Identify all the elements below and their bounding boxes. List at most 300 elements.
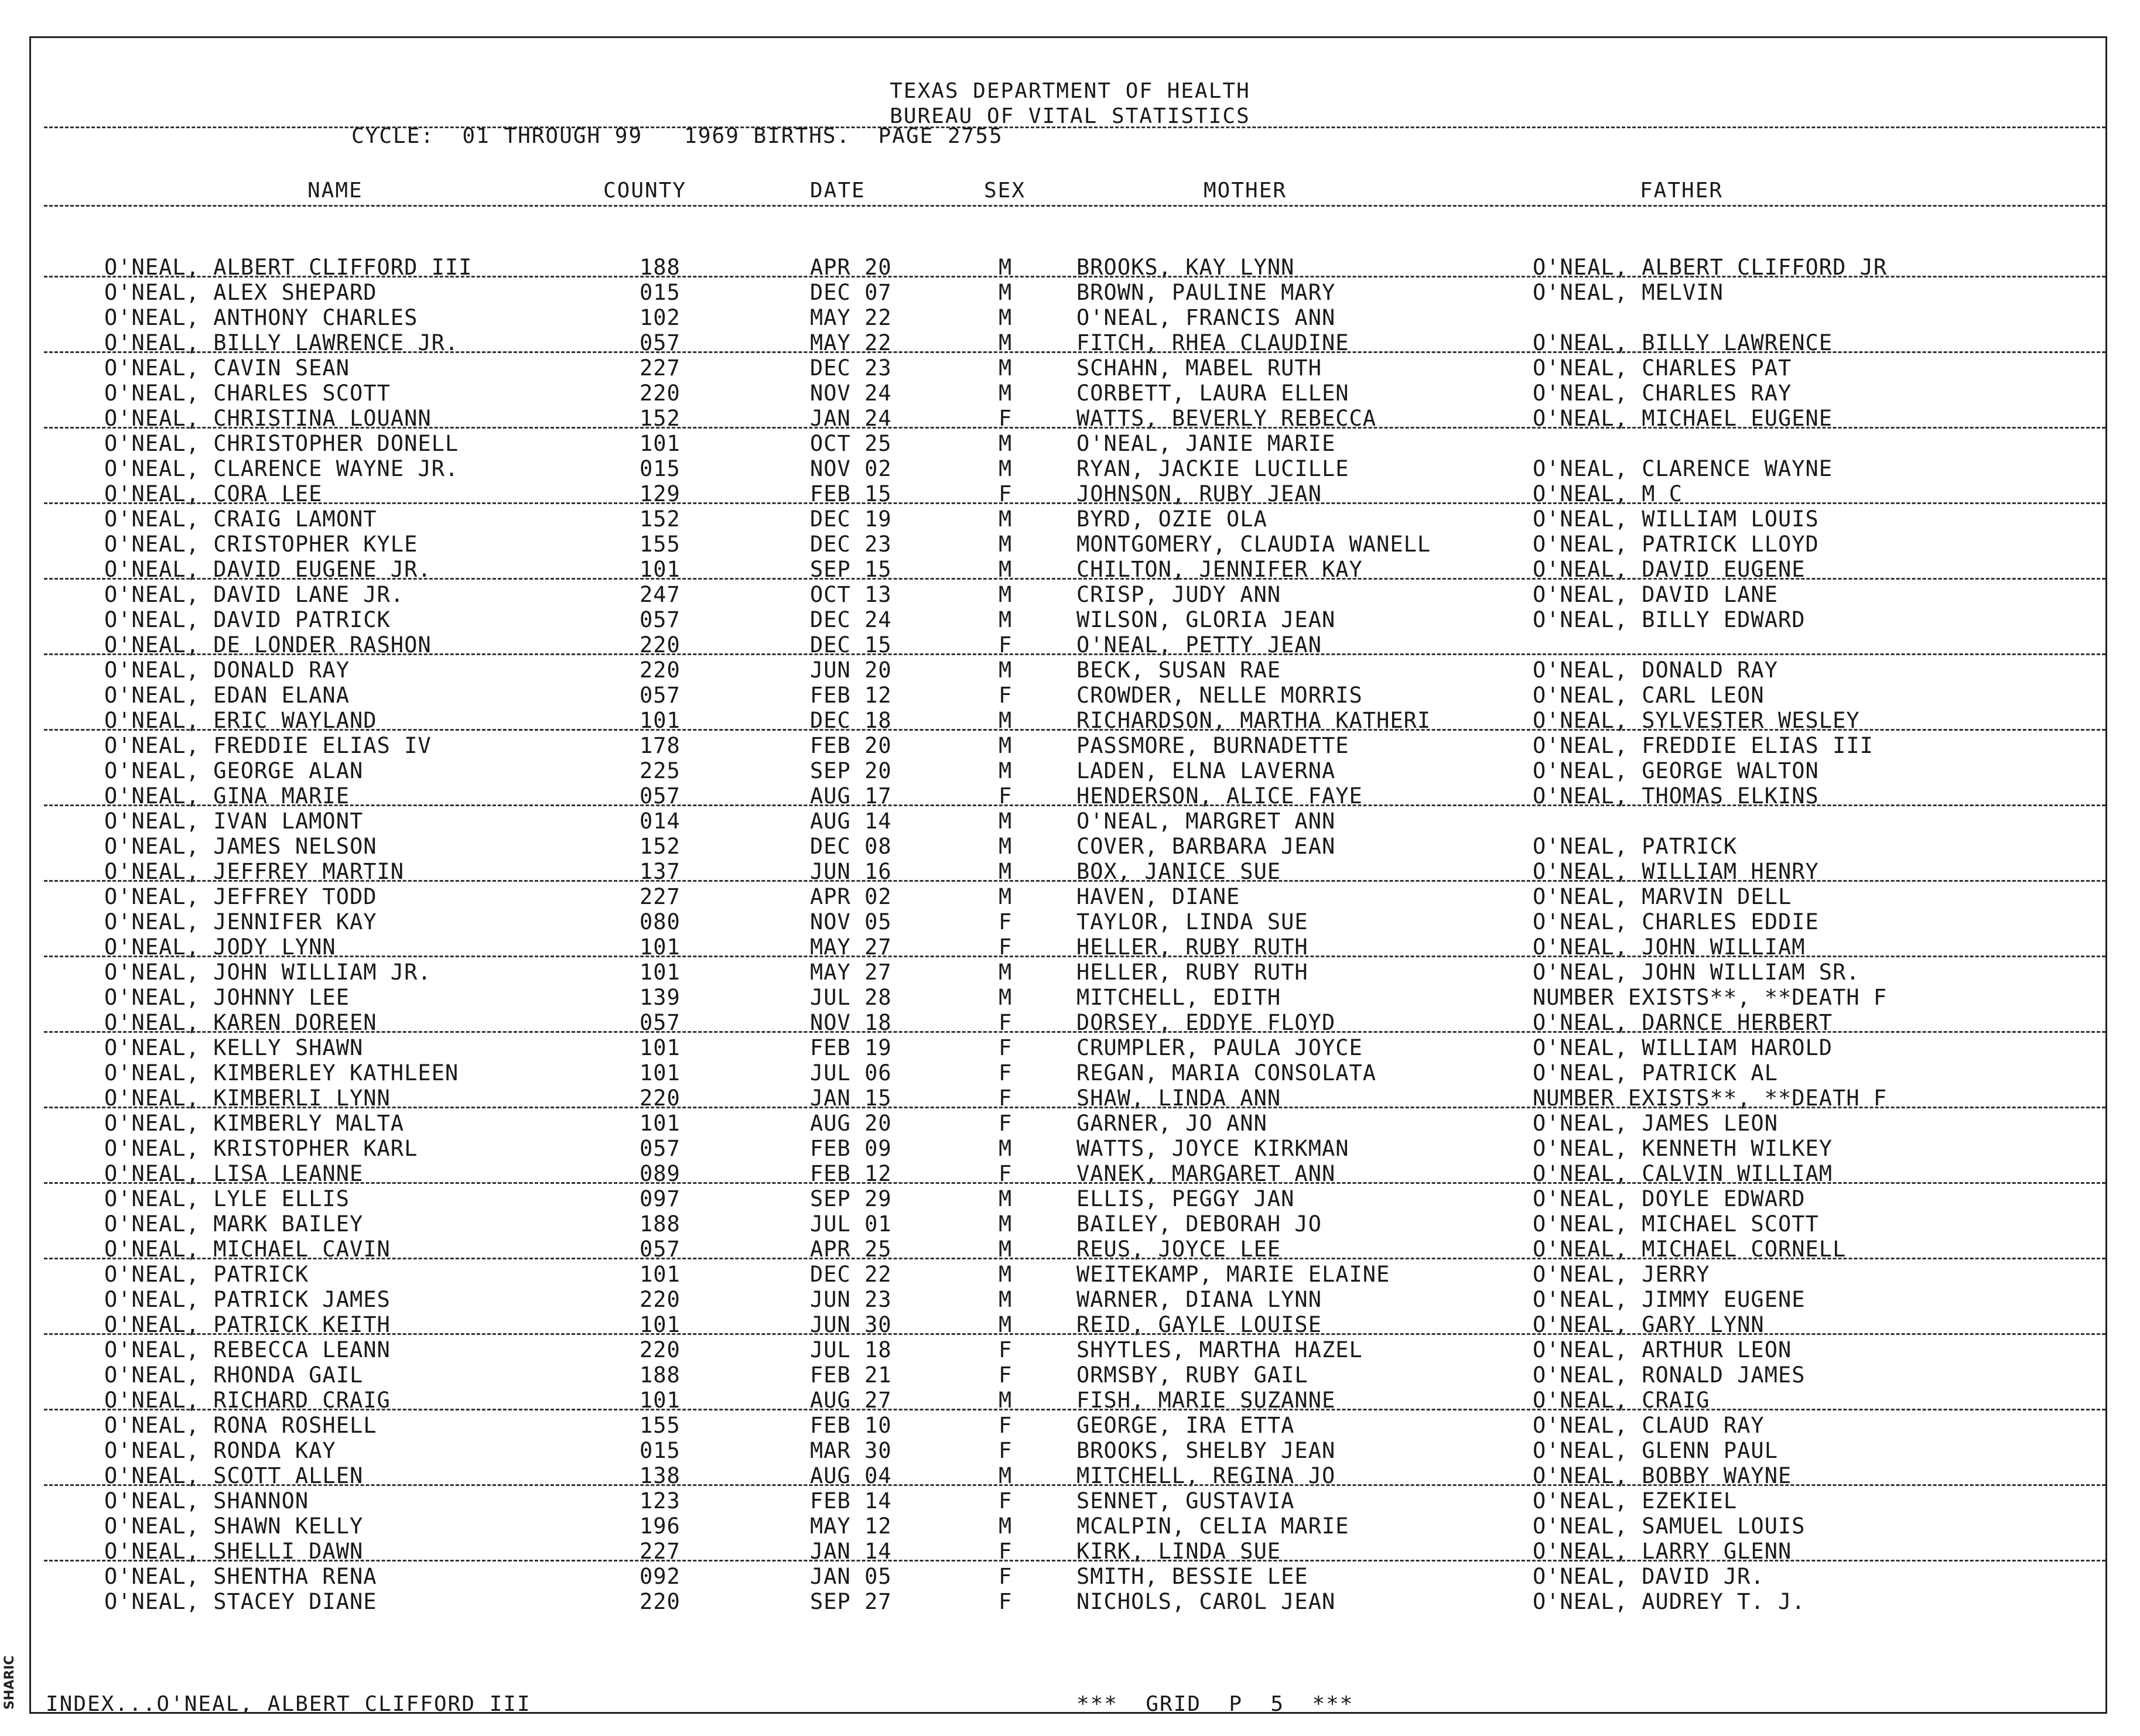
cell-mother: REUS, JOYCE LEE [1076, 1237, 1281, 1262]
cell-date: SEP 29 [810, 1186, 892, 1211]
cell-father: O'NEAL, THOMAS ELKINS [1533, 783, 1819, 809]
cell-county: 015 [640, 456, 681, 481]
cell-date: OCT 25 [810, 431, 892, 456]
cell-date: JAN 24 [810, 406, 892, 431]
cell-mother: REGAN, MARIA CONSOLATA [1076, 1060, 1377, 1086]
table-row [0, 381, 2140, 406]
column-header-name: NAME [307, 179, 363, 203]
cell-date: SEP 20 [810, 758, 892, 783]
side-stamp: SHARIC [2, 1655, 17, 1710]
cell-date: DEC 18 [810, 708, 892, 733]
cell-county: 101 [640, 431, 681, 456]
cell-sex: M [999, 708, 1013, 733]
cell-name: O'NEAL, CRAIG LAMONT [104, 506, 377, 532]
cell-father: O'NEAL, CLARENCE WAYNE [1533, 456, 1833, 481]
table-row [0, 1514, 2140, 1539]
cell-mother: SENNET, GUSTAVIA [1076, 1488, 1295, 1514]
cell-sex: M [999, 255, 1013, 280]
cell-sex: F [999, 406, 1013, 431]
cell-sex: F [999, 1111, 1013, 1136]
cell-sex: M [999, 985, 1013, 1010]
cell-mother: KIRK, LINDA SUE [1076, 1539, 1281, 1564]
cell-name: O'NEAL, REBECCA LEANN [104, 1337, 391, 1362]
table-row [0, 532, 2140, 557]
cell-mother: FITCH, RHEA CLAUDINE [1076, 330, 1349, 355]
cell-date: FEB 21 [810, 1362, 892, 1388]
cell-county: 220 [640, 632, 681, 658]
cell-mother: GEORGE, IRA ETTA [1076, 1413, 1295, 1438]
cell-father: O'NEAL, LARRY GLENN [1533, 1539, 1792, 1564]
cell-county: 152 [640, 834, 681, 859]
cell-sex: M [999, 607, 1013, 632]
cell-date: AUG 14 [810, 809, 892, 834]
cell-name: O'NEAL, PATRICK JAMES [104, 1287, 391, 1312]
cell-name: O'NEAL, RHONDA GAIL [104, 1362, 364, 1388]
cell-sex: M [999, 658, 1013, 683]
cell-date: JUL 28 [810, 985, 892, 1010]
cell-sex: F [999, 1362, 1013, 1388]
cell-mother: CRISP, JUDY ANN [1076, 582, 1281, 607]
cell-date: MAY 27 [810, 960, 892, 985]
cell-date: FEB 15 [810, 481, 892, 506]
cell-county: 220 [640, 658, 681, 683]
cell-name: O'NEAL, LISA LEANNE [104, 1161, 364, 1186]
cell-name: O'NEAL, DAVID LANE JR. [104, 582, 405, 607]
cell-father: O'NEAL, MICHAEL SCOTT [1533, 1211, 1819, 1237]
cell-date: JAN 14 [810, 1539, 892, 1564]
row-separator [44, 578, 2105, 580]
cycle-line: CYCLE: 01 THROUGH 99 1969 BIRTHS. PAGE 2755 [351, 124, 1003, 148]
cell-date: DEC 07 [810, 280, 892, 305]
cell-sex: F [999, 683, 1013, 708]
cell-county: 129 [640, 481, 681, 506]
column-header-date: DATE [810, 179, 866, 203]
cell-name: O'NEAL, IVAN LAMONT [104, 809, 364, 834]
cell-mother: SHYTLES, MARTHA HAZEL [1076, 1337, 1363, 1362]
cell-date: SEP 27 [810, 1589, 892, 1614]
cell-name: O'NEAL, JODY LYNN [104, 934, 336, 960]
cell-sex: M [999, 834, 1013, 859]
cell-county: 101 [640, 1388, 681, 1413]
row-separator [44, 351, 2105, 353]
cell-mother: WATTS, BEVERLY REBECCA [1076, 406, 1377, 431]
cell-father: O'NEAL, ALBERT CLIFFORD JR [1533, 255, 1888, 280]
cell-sex: F [999, 1438, 1013, 1463]
cell-sex: F [999, 1589, 1013, 1614]
cell-county: 247 [640, 582, 681, 607]
cell-name: O'NEAL, MICHAEL CAVIN [104, 1237, 391, 1262]
cell-sex: M [999, 960, 1013, 985]
cell-date: JUL 18 [810, 1337, 892, 1362]
cell-name: O'NEAL, JENNIFER KAY [104, 909, 377, 934]
cell-county: 014 [640, 809, 681, 834]
cell-county: 057 [640, 1136, 681, 1161]
cell-name: O'NEAL, DAVID PATRICK [104, 607, 391, 632]
cell-father: O'NEAL, MARVIN DELL [1533, 884, 1792, 909]
cell-sex: M [999, 456, 1013, 481]
cell-sex: M [999, 884, 1013, 909]
cell-mother: TAYLOR, LINDA SUE [1076, 909, 1308, 934]
cell-sex: M [999, 1287, 1013, 1312]
table-row [0, 1035, 2140, 1060]
cell-father: O'NEAL, AUDREY T. J. [1533, 1589, 1806, 1614]
cell-name: O'NEAL, JEFFREY MARTIN [104, 859, 405, 884]
cell-sex: F [999, 1010, 1013, 1035]
cell-mother: O'NEAL, FRANCIS ANN [1076, 305, 1336, 330]
cell-county: 101 [640, 1312, 681, 1337]
cell-county: 057 [640, 683, 681, 708]
table-row [0, 456, 2140, 481]
row-separator [44, 1258, 2105, 1259]
cell-county: 101 [640, 934, 681, 960]
cell-mother: BROOKS, SHELBY JEAN [1076, 1438, 1336, 1463]
column-header-mother: MOTHER [1204, 179, 1287, 203]
cell-mother: SMITH, BESSIE LEE [1076, 1564, 1308, 1589]
cell-sex: M [999, 733, 1013, 758]
cell-sex: F [999, 1060, 1013, 1086]
cell-county: 139 [640, 985, 681, 1010]
cell-date: DEC 24 [810, 607, 892, 632]
cell-name: O'NEAL, CHARLES SCOTT [104, 381, 391, 406]
cell-father: O'NEAL, CRAIG [1533, 1388, 1710, 1413]
column-header-father: FATHER [1640, 179, 1724, 203]
cell-date: JUN 23 [810, 1287, 892, 1312]
table-row [0, 1136, 2140, 1161]
cell-date: JUL 06 [810, 1060, 892, 1086]
cell-date: JAN 05 [810, 1564, 892, 1589]
cell-county: 092 [640, 1564, 681, 1589]
row-separator [44, 653, 2105, 655]
table-row [0, 1564, 2140, 1589]
table-row [0, 960, 2140, 985]
table-row [0, 658, 2140, 683]
cell-date: AUG 17 [810, 783, 892, 809]
cell-father: O'NEAL, DOYLE EDWARD [1533, 1186, 1806, 1211]
index-footer: INDEX...O'NEAL, ALBERT CLIFFORD III [46, 1692, 531, 1716]
department-title: TEXAS DEPARTMENT OF HEALTH [890, 79, 1250, 103]
cell-mother: NICHOLS, CAROL JEAN [1076, 1589, 1336, 1614]
cell-mother: VANEK, MARGARET ANN [1076, 1161, 1336, 1186]
cell-county: 220 [640, 381, 681, 406]
cell-name: O'NEAL, PATRICK KEITH [104, 1312, 391, 1337]
row-separator [44, 804, 2105, 806]
table-row [0, 758, 2140, 783]
cell-name: O'NEAL, DE LONDER RASHON [104, 632, 432, 658]
table-row [0, 1186, 2140, 1211]
table-row [0, 1060, 2140, 1086]
cell-date: DEC 15 [810, 632, 892, 658]
cell-county: 057 [640, 1010, 681, 1035]
cell-county: 155 [640, 532, 681, 557]
table-row [0, 1488, 2140, 1514]
cell-county: 152 [640, 406, 681, 431]
cell-sex: M [999, 431, 1013, 456]
cell-date: DEC 19 [810, 506, 892, 532]
cell-mother: ELLIS, PEGGY JAN [1076, 1186, 1295, 1211]
cell-father: O'NEAL, CHARLES EDDIE [1533, 909, 1819, 934]
cell-date: JUN 20 [810, 658, 892, 683]
row-separator [44, 1333, 2105, 1335]
cell-county: 220 [640, 1086, 681, 1111]
cell-county: 057 [640, 783, 681, 809]
cell-mother: BAILEY, DEBORAH JO [1076, 1211, 1322, 1237]
cell-county: 225 [640, 758, 681, 783]
cell-sex: F [999, 783, 1013, 809]
cell-date: NOV 24 [810, 381, 892, 406]
cell-mother: CRUMPLER, PAULA JOYCE [1076, 1035, 1363, 1060]
cell-sex: M [999, 1514, 1013, 1539]
cell-name: O'NEAL, CHRISTOPHER DONELL [104, 431, 459, 456]
cell-sex: F [999, 1488, 1013, 1514]
cell-sex: F [999, 1161, 1013, 1186]
cell-date: NOV 02 [810, 456, 892, 481]
cell-sex: M [999, 859, 1013, 884]
cell-date: MAY 22 [810, 330, 892, 355]
cell-mother: O'NEAL, JANIE MARIE [1076, 431, 1336, 456]
cell-name: O'NEAL, CLARENCE WAYNE JR. [104, 456, 459, 481]
cell-sex: M [999, 330, 1013, 355]
cell-father: O'NEAL, CHARLES PAT [1533, 355, 1792, 381]
cell-mother: RYAN, JACKIE LUCILLE [1076, 456, 1349, 481]
table-row [0, 1287, 2140, 1312]
cell-name: O'NEAL, DONALD RAY [104, 658, 350, 683]
table-row [0, 355, 2140, 381]
cell-mother: COVER, BARBARA JEAN [1076, 834, 1336, 859]
cell-father: O'NEAL, WILLIAM LOUIS [1533, 506, 1819, 532]
cell-father: O'NEAL, SYLVESTER WESLEY [1533, 708, 1860, 733]
row-separator [44, 1107, 2105, 1108]
cell-father: O'NEAL, PATRICK AL [1533, 1060, 1778, 1086]
cell-name: O'NEAL, CAVIN SEAN [104, 355, 350, 381]
cell-father: O'NEAL, BILLY LAWRENCE [1533, 330, 1833, 355]
cell-date: FEB 09 [810, 1136, 892, 1161]
cell-county: 057 [640, 1237, 681, 1262]
cell-father: O'NEAL, GLENN PAUL [1533, 1438, 1778, 1463]
cell-father: O'NEAL, BOBBY WAYNE [1533, 1463, 1792, 1488]
cell-name: O'NEAL, JOHN WILLIAM JR. [104, 960, 432, 985]
row-separator [44, 1484, 2105, 1486]
cell-date: DEC 23 [810, 355, 892, 381]
cell-county: 101 [640, 557, 681, 582]
cell-father: O'NEAL, JOHN WILLIAM [1533, 934, 1806, 960]
cell-county: 123 [640, 1488, 681, 1514]
cell-county: 101 [640, 1262, 681, 1287]
cell-mother: HAVEN, DIANE [1076, 884, 1240, 909]
cell-date: MAY 27 [810, 934, 892, 960]
cell-name: O'NEAL, GINA MARIE [104, 783, 350, 809]
cell-county: 188 [640, 255, 681, 280]
cell-name: O'NEAL, ALEX SHEPARD [104, 280, 377, 305]
cell-date: MAY 12 [810, 1514, 892, 1539]
row-separator [44, 880, 2105, 882]
cell-county: 188 [640, 1211, 681, 1237]
cell-mother: O'NEAL, MARGRET ANN [1076, 809, 1336, 834]
cell-county: 178 [640, 733, 681, 758]
cell-county: 101 [640, 960, 681, 985]
cell-father: O'NEAL, BILLY EDWARD [1533, 607, 1806, 632]
cell-sex: M [999, 1186, 1013, 1211]
cell-sex: M [999, 1211, 1013, 1237]
cell-date: AUG 27 [810, 1388, 892, 1413]
cell-county: 015 [640, 280, 681, 305]
cell-name: O'NEAL, JEFFREY TODD [104, 884, 377, 909]
cell-mother: SCHAHN, MABEL RUTH [1076, 355, 1322, 381]
cell-father: O'NEAL, CARL LEON [1533, 683, 1765, 708]
cell-mother: CORBETT, LAURA ELLEN [1076, 381, 1349, 406]
cell-father: O'NEAL, GARY LYNN [1533, 1312, 1765, 1337]
cell-name: O'NEAL, EDAN ELANA [104, 683, 350, 708]
cell-mother: CROWDER, NELLE MORRIS [1076, 683, 1363, 708]
row-separator [44, 1031, 2105, 1033]
cell-date: OCT 13 [810, 582, 892, 607]
cell-name: O'NEAL, MARK BAILEY [104, 1211, 364, 1237]
cell-sex: M [999, 1463, 1013, 1488]
cell-father: O'NEAL, JAMES LEON [1533, 1111, 1778, 1136]
cell-county: 101 [640, 708, 681, 733]
cell-sex: F [999, 1035, 1013, 1060]
cell-date: FEB 12 [810, 1161, 892, 1186]
cell-sex: M [999, 355, 1013, 381]
cell-father: O'NEAL, KENNETH WILKEY [1533, 1136, 1833, 1161]
cell-father: O'NEAL, JERRY [1533, 1262, 1710, 1287]
cell-mother: MITCHELL, REGINA JO [1076, 1463, 1336, 1488]
cell-sex: M [999, 1312, 1013, 1337]
cell-sex: M [999, 758, 1013, 783]
cell-sex: F [999, 909, 1013, 934]
cell-father: O'NEAL, FREDDIE ELIAS III [1533, 733, 1874, 758]
cell-mother: MITCHELL, EDITH [1076, 985, 1281, 1010]
cell-county: 057 [640, 607, 681, 632]
cell-mother: BROOKS, KAY LYNN [1076, 255, 1295, 280]
cell-county: 138 [640, 1463, 681, 1488]
cell-date: FEB 14 [810, 1488, 892, 1514]
cell-father: O'NEAL, PATRICK [1533, 834, 1738, 859]
cell-date: MAY 22 [810, 305, 892, 330]
cell-mother: CHILTON, JENNIFER KAY [1076, 557, 1363, 582]
cell-county: 101 [640, 1060, 681, 1086]
cell-county: 155 [640, 1413, 681, 1438]
cell-mother: WATTS, JOYCE KIRKMAN [1076, 1136, 1349, 1161]
column-header-rule [44, 205, 2105, 207]
row-separator [44, 1182, 2105, 1184]
cell-name: O'NEAL, DAVID EUGENE JR. [104, 557, 432, 582]
bureau-title: BUREAU OF VITAL STATISTICS [890, 104, 1250, 128]
cell-county: 089 [640, 1161, 681, 1186]
cell-name: O'NEAL, KIMBERLEY KATHLEEN [104, 1060, 459, 1086]
cell-father: O'NEAL, PATRICK LLOYD [1533, 532, 1819, 557]
cell-father: O'NEAL, MICHAEL EUGENE [1533, 406, 1833, 431]
cell-mother: REID, GAYLE LOUISE [1076, 1312, 1322, 1337]
cell-county: 101 [640, 1035, 681, 1060]
cell-sex: F [999, 1413, 1013, 1438]
cell-date: FEB 10 [810, 1413, 892, 1438]
table-row [0, 280, 2140, 305]
cell-name: O'NEAL, KIMBERLY MALTA [104, 1111, 405, 1136]
row-separator [44, 276, 2105, 278]
cell-county: 152 [640, 506, 681, 532]
cell-mother: WILSON, GLORIA JEAN [1076, 607, 1336, 632]
table-row [0, 1337, 2140, 1362]
cell-father: O'NEAL, DAVID EUGENE [1533, 557, 1806, 582]
column-header-county: COUNTY [603, 179, 687, 203]
cell-date: APR 20 [810, 255, 892, 280]
cell-mother: BECK, SUSAN RAE [1076, 658, 1281, 683]
cell-mother: O'NEAL, PETTY JEAN [1076, 632, 1322, 658]
cell-date: JAN 15 [810, 1086, 892, 1111]
cell-name: O'NEAL, STACEY DIANE [104, 1589, 377, 1614]
cell-name: O'NEAL, BILLY LAWRENCE JR. [104, 330, 459, 355]
cell-father: O'NEAL, JOHN WILLIAM SR. [1533, 960, 1860, 985]
cell-county: 227 [640, 884, 681, 909]
cell-father: O'NEAL, CHARLES RAY [1533, 381, 1792, 406]
cell-mother: FISH, MARIE SUZANNE [1076, 1388, 1336, 1413]
cell-date: DEC 22 [810, 1262, 892, 1287]
table-row [0, 733, 2140, 758]
cell-name: O'NEAL, LYLE ELLIS [104, 1186, 350, 1211]
cell-county: 220 [640, 1287, 681, 1312]
cell-mother: HELLER, RUBY RUTH [1076, 960, 1308, 985]
cell-sex: M [999, 506, 1013, 532]
cell-date: NOV 18 [810, 1010, 892, 1035]
cell-sex: M [999, 305, 1013, 330]
cell-father: O'NEAL, EZEKIEL [1533, 1488, 1738, 1514]
cell-father: O'NEAL, DAVID LANE [1533, 582, 1778, 607]
cell-date: JUL 01 [810, 1211, 892, 1237]
cell-name: O'NEAL, RONA ROSHELL [104, 1413, 377, 1438]
cell-sex: M [999, 809, 1013, 834]
cell-sex: F [999, 1564, 1013, 1589]
cell-name: O'NEAL, RICHARD CRAIG [104, 1388, 391, 1413]
cell-county: 220 [640, 1337, 681, 1362]
table-row [0, 884, 2140, 909]
cell-date: FEB 19 [810, 1035, 892, 1060]
table-row [0, 809, 2140, 834]
cell-father: O'NEAL, CLAUD RAY [1533, 1413, 1765, 1438]
table-row [0, 1589, 2140, 1614]
table-row [0, 1262, 2140, 1287]
cell-county: 196 [640, 1514, 681, 1539]
cell-name: O'NEAL, ERIC WAYLAND [104, 708, 377, 733]
cell-father: O'NEAL, ARTHUR LEON [1533, 1337, 1792, 1362]
cell-mother: WARNER, DIANA LYNN [1076, 1287, 1322, 1312]
cell-county: 227 [640, 1539, 681, 1564]
cell-name: O'NEAL, CRISTOPHER KYLE [104, 532, 418, 557]
cell-mother: DORSEY, EDDYE FLOYD [1076, 1010, 1336, 1035]
cell-county: 057 [640, 330, 681, 355]
cell-mother: SHAW, LINDA ANN [1076, 1086, 1281, 1111]
table-row [0, 909, 2140, 934]
table-row [0, 1413, 2140, 1438]
cell-date: JUN 16 [810, 859, 892, 884]
cell-sex: M [999, 1262, 1013, 1287]
cell-date: AUG 20 [810, 1111, 892, 1136]
cell-father: O'NEAL, CALVIN WILLIAM [1533, 1161, 1833, 1186]
cell-mother: MONTGOMERY, CLAUDIA WANELL [1076, 532, 1431, 557]
cell-name: O'NEAL, ALBERT CLIFFORD III [104, 255, 473, 280]
cell-father: O'NEAL, WILLIAM HAROLD [1533, 1035, 1833, 1060]
table-row [0, 985, 2140, 1010]
cell-name: O'NEAL, KAREN DOREEN [104, 1010, 377, 1035]
cell-name: O'NEAL, RONDA KAY [104, 1438, 336, 1463]
cell-sex: M [999, 1136, 1013, 1161]
cell-name: O'NEAL, ANTHONY CHARLES [104, 305, 418, 330]
row-separator [44, 427, 2105, 429]
cell-mother: GARNER, JO ANN [1076, 1111, 1267, 1136]
cell-county: 080 [640, 909, 681, 934]
cell-county: 015 [640, 1438, 681, 1463]
row-separator [44, 1560, 2105, 1562]
cell-mother: PASSMORE, BURNADETTE [1076, 733, 1349, 758]
